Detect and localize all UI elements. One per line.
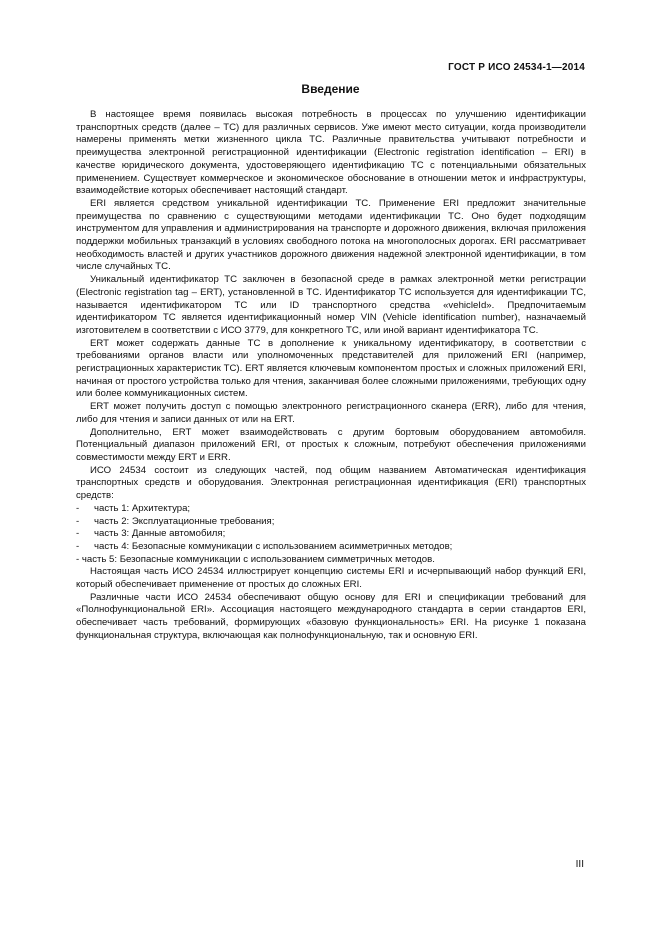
list-item bbox=[76, 503, 586, 516]
document-code: ГОСТ Р ИСО 24534-1—2014 bbox=[448, 62, 585, 73]
paragraph: ERI является средством уникальной идентификации ТС. Применение ERI предложит значительные преимущества по сравнению с существующими методами идентификации ТС. Оно будет подходящим инструментом для управления и администрирования на транспорте и дорожного движения, включая приложения поддержки мобильных транзакций в условиях свободного потока на многополосных дорогах. ERI рассматривает необходимость властей и других участников дорожного движения надежной электронной идентификации, в том числе случайных ТС. bbox=[76, 197, 586, 273]
paragraph: Дополнительно, ERT может взаимодействовать с другим бортовым оборудованием автомобиля. Потенциальный диапазон приложений ERI, от простых к сложным, потребуют обеспечения приложениями совместимости между ERT и ERR. bbox=[76, 426, 586, 463]
list-dash: - bbox=[76, 528, 80, 540]
list-item-text: часть 2: Эксплуатационные требования; bbox=[94, 515, 275, 527]
paragraph: ERT может содержать данные ТС в дополнение к уникальному идентификатору, в соответствии с требованиями органов власти или уполномоченных представителей для приложений ERI (например, регистрационных характеристик ТС). ERT является ключевым компонентом простых и сложных приложений ERI, начиная от простого устройства только для чтения, заканчивая более сложными приложениями, требующих одну или более коммуникационных систем. bbox=[76, 337, 586, 400]
list-item bbox=[76, 528, 586, 541]
paragraph: ИСО 24534 состоит из следующих частей, под общим названием Автоматическая идентификация транспортных средств и оборудования. Электронная регистрационная идентификация (ERI) транспортных средств: bbox=[76, 464, 586, 502]
list-item bbox=[76, 541, 586, 554]
list-dash: - bbox=[76, 502, 80, 514]
page-title: Введение bbox=[301, 82, 360, 96]
paragraph: Настоящая часть ИСО 24534 иллюстрирует концепцию системы ERI и исчерпывающий набор функций ERI, который обеспечивает применение от простых до сложных ERI. bbox=[76, 566, 586, 591]
parts-list bbox=[76, 503, 586, 554]
list-item: - часть 5: Безопасные коммуникации с использованием симметричных методов. bbox=[76, 553, 435, 565]
list-dash: - bbox=[76, 540, 80, 552]
document-body bbox=[76, 109, 586, 643]
paragraph: Различные части ИСО 24534 обеспечивают общую основу для ERI и спецификации требований для «Полнофункциональной ERI». Ассоциация настоящего международного стандарта в серии стандартов ERI, обеспечивает часть требований, формирующих «базовую функциональность» ERI. На рисунке 1 показана функциональная структура, включающая как полнофункциональную, так и основную ERI. bbox=[76, 591, 586, 641]
list-item-text: часть 3: Данные автомобиля; bbox=[94, 528, 226, 540]
paragraph: В настоящее время появилась высокая потребность в процессах по улучшению идентификации транспортных средств (далее – ТС) для различных сервисов. Уже имеют место ситуации, когда производители намерены применять метки жизненного цикла ТС. Различные правительства учитывают потребности и преимущества электронной регистрационной идентификации (Electronic registration identification – ERI) в качестве юридического документа, удостоверяющего идентификацию ТС с потенциальными обязательных применением. Существует коммерческое и экономическое обоснование в отношении меток и инфраструктуры, взаимодействие которых обеспечивает настоящий стандарт. bbox=[76, 109, 586, 197]
list-item bbox=[76, 516, 586, 529]
paragraph: ERT может получить доступ с помощью электронного регистрационного сканера (ERR), либо для чтения, либо для чтения и записи данных от или на ERT. bbox=[76, 401, 586, 425]
list-item-text: часть 1: Архитектура; bbox=[94, 502, 191, 514]
list-dash: - bbox=[76, 515, 80, 527]
paragraph: Уникальный идентификатор ТС заключен в безопасной среде в рамках электронной метки регистрации (Electronic registration tag – ERT), установленной в ТС. Идентификатор ТС используется для идентификации ТС, называется идентификатором ТС или ID транспортного средства «vehicleId». Предпочитаемым идентификатором ТС является идентификационный номер VIN (Vehicle identification number), назначаемый изготовителем в соответствии с ИСО 3779, для конкретного ТС, или иной вариант идентификатора ТС. bbox=[76, 274, 586, 336]
page-number: III bbox=[575, 859, 584, 870]
list-item-text: часть 4: Безопасные коммуникации с использованием асимметричных методов; bbox=[94, 540, 453, 552]
